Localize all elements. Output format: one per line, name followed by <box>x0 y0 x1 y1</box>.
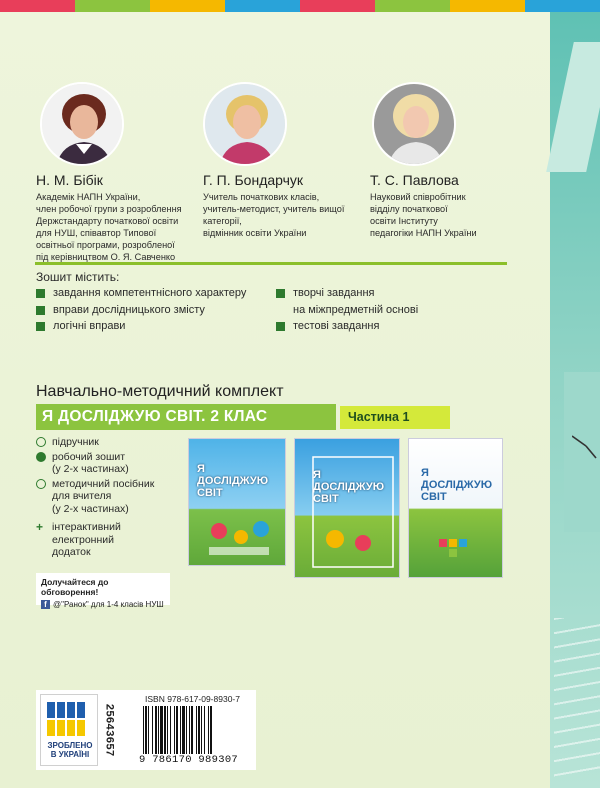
list-item: логічні вправи <box>36 318 246 335</box>
list-item: методичний посібник для вчителя (у 2-х частинах) <box>36 478 186 516</box>
list-item: підручник <box>36 436 186 449</box>
author-name: Г. П. Бондарчук <box>203 172 304 188</box>
isbn-text: ISBN 978-617-09-8930-7 <box>145 694 240 704</box>
workbook-cover-image <box>294 438 400 578</box>
publisher-code: 25643657 <box>104 694 130 766</box>
woman-portrait-icon <box>372 82 456 166</box>
social-link[interactable]: f @"Ранок" для 1-4 класів НУШ <box>41 600 165 609</box>
list-item: вправи дослідницького змісту <box>36 302 246 319</box>
cover-title: Я ДОСЛІДЖУЮ СВІТ <box>313 469 385 505</box>
made-in-ukraine-text: ЗРОБЛЕНО В УКРАЇНІ <box>47 741 93 759</box>
right-decoration <box>520 12 600 788</box>
guide-cover-image <box>408 438 503 578</box>
cover-title: Я ДОСЛІДЖУЮ СВІТ <box>421 467 493 503</box>
divider <box>35 262 507 265</box>
list-item: на міжпредметній основі <box>293 303 419 316</box>
textbook-cover-image <box>188 438 286 566</box>
author-description: Учитель початкових класів, учитель-методист, учитель вищої категорії, відмінник освіти України <box>203 192 345 238</box>
made-in-ukraine-badge <box>40 694 98 766</box>
contents-list-right <box>276 285 418 335</box>
kit-components-list <box>36 436 186 561</box>
list-item: завдання компетентнісного характеру <box>36 285 246 302</box>
cover-title: Я ДОСЛІДЖУЮ СВІТ <box>197 463 269 499</box>
made-in-ukraine-logo-icon <box>45 700 93 738</box>
author-name: Т. С. Павлова <box>370 172 459 188</box>
series-banner: Я ДОСЛІДЖУЮ СВІТ. 2 КЛАС <box>36 404 336 430</box>
list-item: робочий зошит (у 2-х частинах) <box>36 451 186 476</box>
top-color-bar <box>0 0 600 12</box>
contents-title: Зошит містить: <box>36 270 120 284</box>
author-name: Н. М. Бібік <box>36 172 103 188</box>
author-description: Академік НАПН України, член робочої групи з розроблення Держстандарту початкової освіти для НУШ, співавтор Типової освітньої програми, розробленої під керівництвом О. Я. Савченко <box>36 192 182 262</box>
barcode-icon <box>143 706 247 754</box>
list-item: творчі завдання <box>276 285 418 302</box>
social-call: Долучайтеся до обговорення! <box>41 577 109 597</box>
kit-title: Навчально-методичний комплект <box>36 383 284 400</box>
author-description: Науковий співробітник відділу початкової освіти Інституту педагогіки НАПН України <box>370 192 477 238</box>
list-item: тестові завдання <box>276 318 418 335</box>
contents-list-left <box>36 285 246 335</box>
part-badge: Частина 1 <box>340 406 450 429</box>
barcode-area <box>135 694 253 766</box>
woman-portrait-icon <box>203 82 287 166</box>
social-box <box>36 573 170 609</box>
list-item: + інтерактивний електронний додаток <box>36 520 121 558</box>
woman-portrait-icon <box>40 82 124 166</box>
facebook-icon: f <box>41 600 50 609</box>
author-bibik <box>36 82 206 263</box>
author-pavlova <box>370 82 510 239</box>
clock-hands-icon <box>572 432 600 460</box>
author-bondarchuk <box>203 82 373 239</box>
ean-number: 9 786170 989307 <box>139 754 239 766</box>
